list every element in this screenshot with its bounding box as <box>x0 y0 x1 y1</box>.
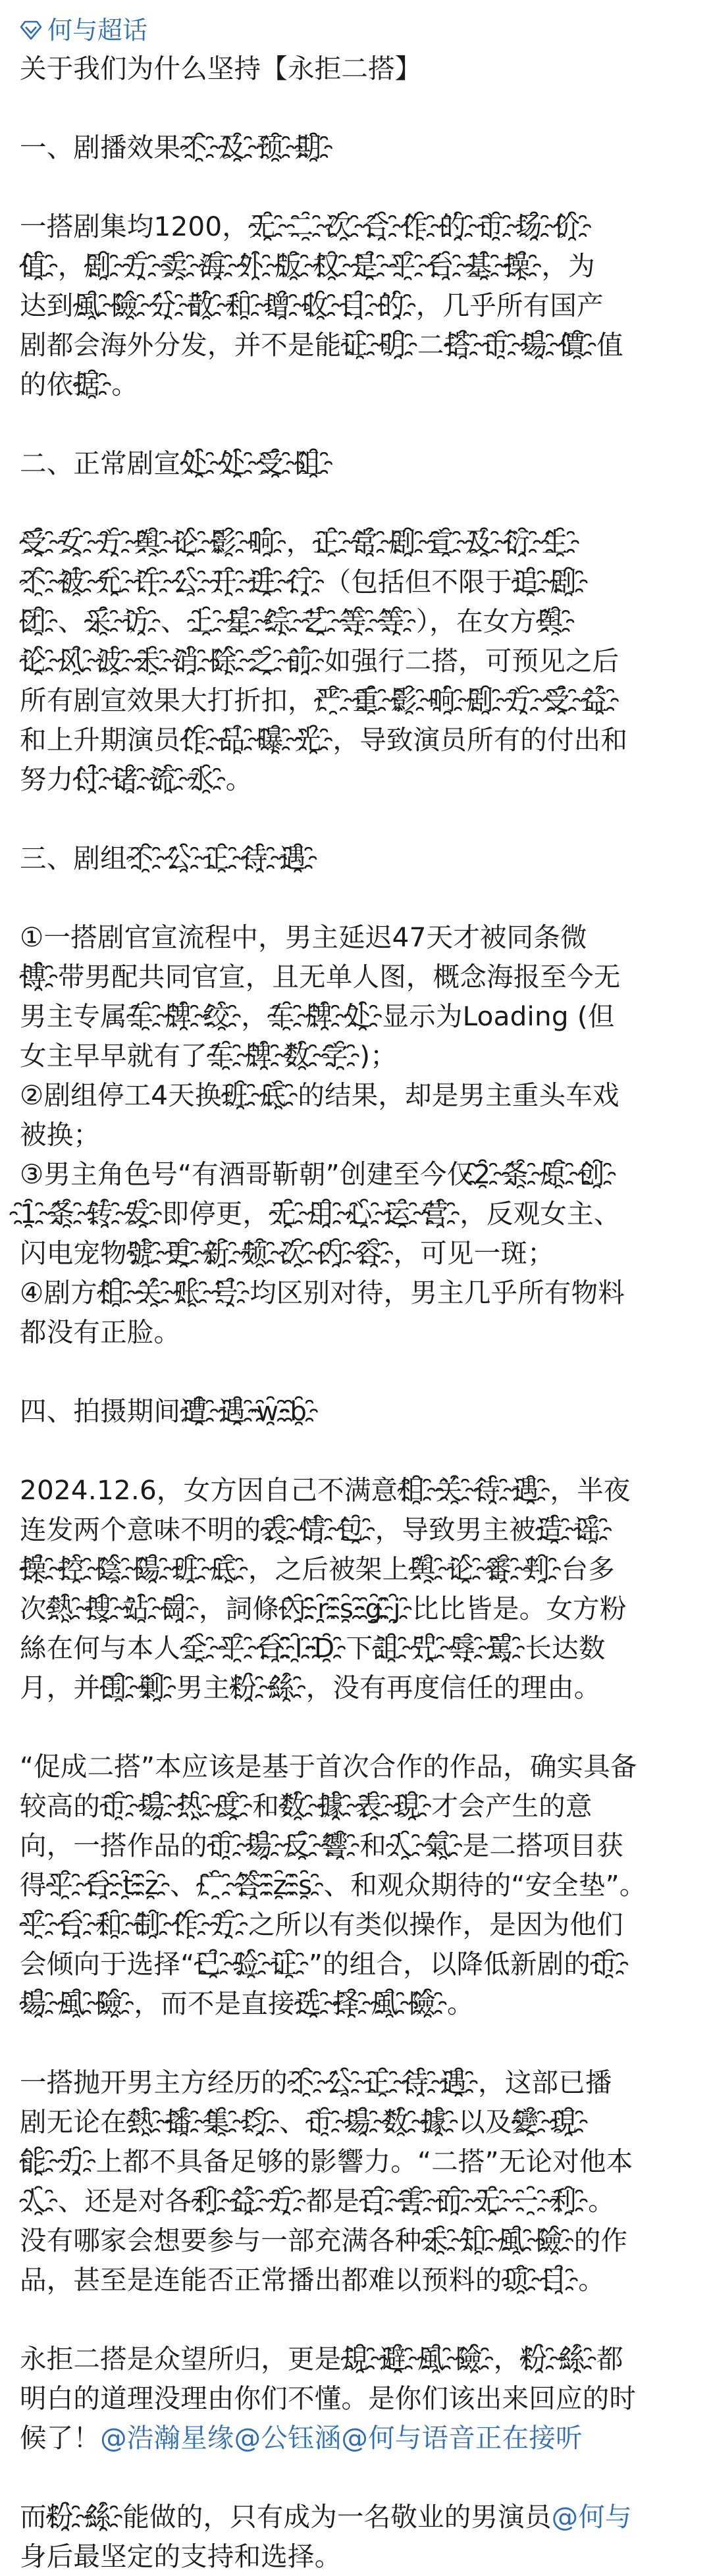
paragraph-gap <box>20 2023 691 2063</box>
paragraph-line: 论҈风҈波҈未҈消҈除҈之҈前҈如强行二搭，可预见之后 <box>20 645 619 677</box>
topic-label: 何与超话 <box>47 16 148 45</box>
paragraph-line: 品，甚至是连能否正常播出都难以预料的项҈目҈。 <box>20 2264 605 2296</box>
paragraph-gap <box>20 2300 691 2339</box>
paragraph-gap <box>20 483 691 523</box>
paragraph-line: 場҈風҈險҈，而不是直接选҈择҈風҈險҈。 <box>20 1988 474 2019</box>
paragraph-gap <box>20 404 691 444</box>
paragraph-line: ③男主角色号“有酒哥靳朝”创建至今仅2҈条҈原҈创҈ <box>20 1158 616 1190</box>
post-body <box>20 49 691 2576</box>
paragraph-line: ②剧组停工4天换班҈底҈的结果，却是男主重头车戏 <box>20 1079 619 1111</box>
paragraph-line: 和上升期演员作҈品҈曝҈光҈，导致演员所有的付出和 <box>20 724 628 756</box>
user-mention-link[interactable]: @公钰涵 <box>234 2422 342 2454</box>
section-heading: 一、剧播效果不҈及҈预҈期҈ <box>20 132 333 163</box>
paragraph-line: 剧无论在熱҈播҈集҈均҈、市҈場҈数҈據҈以及變҈現҈ <box>20 2106 589 2138</box>
paragraph-line: 达到風҈險҈分҈散҈和҈增҈收҈目҈的҈，几乎所有国产 <box>20 290 604 321</box>
section-heading: 二、正常剧宣处҈处҈受҈阻҈ <box>20 448 333 479</box>
paragraph-gap <box>20 88 691 128</box>
paragraph-gap <box>20 1352 691 1391</box>
paragraph-gap <box>20 2458 691 2497</box>
paragraph-line: 值҈，剧҈方҈卖҈海҈外҈版҈权҈是҈平҈台҈基҈操҈，为 <box>20 250 595 282</box>
paragraph-line: 会倾向于选择“已҈验҈证҈”的组合，以降低新剧的市҈ <box>20 1948 629 1980</box>
topic-link[interactable] <box>20 12 691 49</box>
closing-mention-line <box>20 2418 691 2458</box>
paragraph-line: 受҈女҈方҈舆҈论҈影҈响҈，正҈常҈剧҈宣҈及҈衍҈生҈ <box>20 527 580 558</box>
paragraph-line: 较高的市҈場҈热҈度҈和数҈據҈表҈現҈才会产生的意 <box>20 1790 592 1822</box>
paragraph-text: 候了！ <box>20 2422 101 2454</box>
paragraph-line: 被换； <box>20 1119 101 1150</box>
user-mention-link[interactable]: @浩瀚星缘 <box>100 2422 234 2454</box>
paragraph-line: 一搭抛开男主方经历的不҈公҈正҈待҈遇҈，这部已播 <box>20 2067 612 2098</box>
paragraph-line: ④剧方相҈关҈账҈号҈均区别对待，男主几乎所有物料 <box>20 1277 625 1308</box>
paragraph-line: 都没有正脸。 <box>20 1316 181 1348</box>
paragraph-line: 的依据҈。 <box>20 369 138 400</box>
paragraph-line: 闪电宠物號҈更҈新҈频҈次҈内҈容҈，可见一斑； <box>20 1237 554 1269</box>
paragraph-gap <box>20 1431 691 1470</box>
user-mention-link[interactable]: @何与语音正在接听 <box>341 2422 583 2454</box>
paragraph-line: 努力付҈诸҈流҈水҈。 <box>20 763 253 795</box>
paragraph-line: 能҈力҈上都不具备足够的影響力。“二搭”无论对他本 <box>20 2146 633 2177</box>
paragraph-line: 永拒二搭是众望所归，更是規҈避҈風҈險҈，粉҈絲҈都 <box>20 2343 623 2375</box>
paragraph-line: 得平҈台҈t҈z҈、广҈答҈z҈s҈、和观众期待的“安全垫”。 <box>20 1869 646 1901</box>
paragraph-line: 团҈、采҈访҈、上҈星҈综҈艺҈等҈等҈），在女方舆҈ <box>20 605 575 637</box>
paragraph-gap <box>20 1707 691 1747</box>
paragraph-text: 而粉҈絲҈能做的，只有成为一名敬业的男演员 <box>20 2501 552 2533</box>
paragraph-line: 没有哪家会想要参与一部充满各种未҈知҈風҈險҈的作 <box>20 2225 628 2256</box>
section-heading: 三、剧组不҈公҈正҈待҈遇҈ <box>20 842 317 874</box>
paragraph-line: 身后最坚定的支持和选择。 <box>20 2540 342 2572</box>
paragraph-gap <box>20 878 691 917</box>
paragraph-gap <box>20 799 691 838</box>
paragraph-line: 连发两个意味不明的表҈情҈包҈，导致男主被造҈谣҈ <box>20 1514 612 1545</box>
paragraph-line: 男主专属车҈牌҈绞҈，车҈牌҈处҈显示为Loading (但 <box>20 1000 615 1032</box>
paragraph-line: 不҈被҈允҈许҈公҈开҈进҈行҈（包括但不限于追҈剧҈ <box>20 566 589 598</box>
paragraph-line: 月，并围҈剿҈男主粉҈絲҈，没有再度信任的理由。 <box>20 1672 601 1703</box>
paragraph-gap <box>20 167 691 207</box>
paragraph-line: ①一搭剧官宣流程中，男主延迟47天才被同条微 <box>20 921 587 953</box>
paragraph-line: 向，一搭作品的市҈場҈反҈響҈和人҈氣҈是二搭项目获 <box>20 1830 623 1861</box>
paragraph-line: 一搭剧集均1200，无҈二҈次҈合҈作҈的҈市҈场҈价҈ <box>20 211 592 242</box>
paragraph-line: 所有剧宣效果大打折扣，严҈重҈影҈响҈剧҈方҈受҈益҈ <box>20 684 619 716</box>
diamond-icon <box>20 20 42 40</box>
paragraph-line: 博҈带男配共同官宣，且无单人图，概念海报至今无 <box>20 961 621 992</box>
paragraph-line: 次熱҈搜҈站҈崗҈，詞條內҈r҈s҈g҈j҈比比皆是。女方粉 <box>20 1593 627 1624</box>
paragraph-line: 絲在何与本人全҈平҈台҈I҈D҈下詛҈咒҈辱҈罵҈长达数 <box>20 1632 606 1664</box>
section-heading: 四、拍摄期间遭҈遇҈w҈b҈ <box>20 1395 319 1427</box>
paragraph-line: 操҈控҈陰҈陽҈班҈底҈，之后被架上舆҈论҈審҈判҈台多 <box>20 1553 615 1585</box>
paragraph-line: 2024.12.6，女方因自己不满意相҈关҈待҈遇҈，半夜 <box>20 1474 631 1506</box>
ending-line <box>20 2497 691 2537</box>
paragraph-line: 女主早早就有了车҈牌҈数҈字҈)； <box>20 1040 397 1071</box>
post-title: 关于我们为什么坚持【永拒二搭】 <box>20 53 422 84</box>
paragraph-line: 平҈台҈和҈制҈作҈方҈之所以有类似操作，是因为他们 <box>20 1909 623 1940</box>
paragraph-line: 1҈条҈转҈发҈即停更，无҈用҈心҈运҈营҈，反观女主、 <box>20 1198 621 1229</box>
paragraph-line: “促成二搭”本应该是基于首次合作的作品，确实具备 <box>20 1751 637 1782</box>
paragraph-line: 明白的道理没理由你们不懂。是你们该出来回应的时 <box>20 2383 637 2414</box>
paragraph-line: 人҈、还是对各利҈益҈方҈都是百҈害҈而҈无҈一҈利҈。 <box>20 2185 615 2217</box>
user-mention-link[interactable]: @何与 <box>551 2501 632 2533</box>
paragraph-line: 剧都会海外分发，并不是能证҈明҈二搭҈市҈場҈價҈值 <box>20 329 623 361</box>
